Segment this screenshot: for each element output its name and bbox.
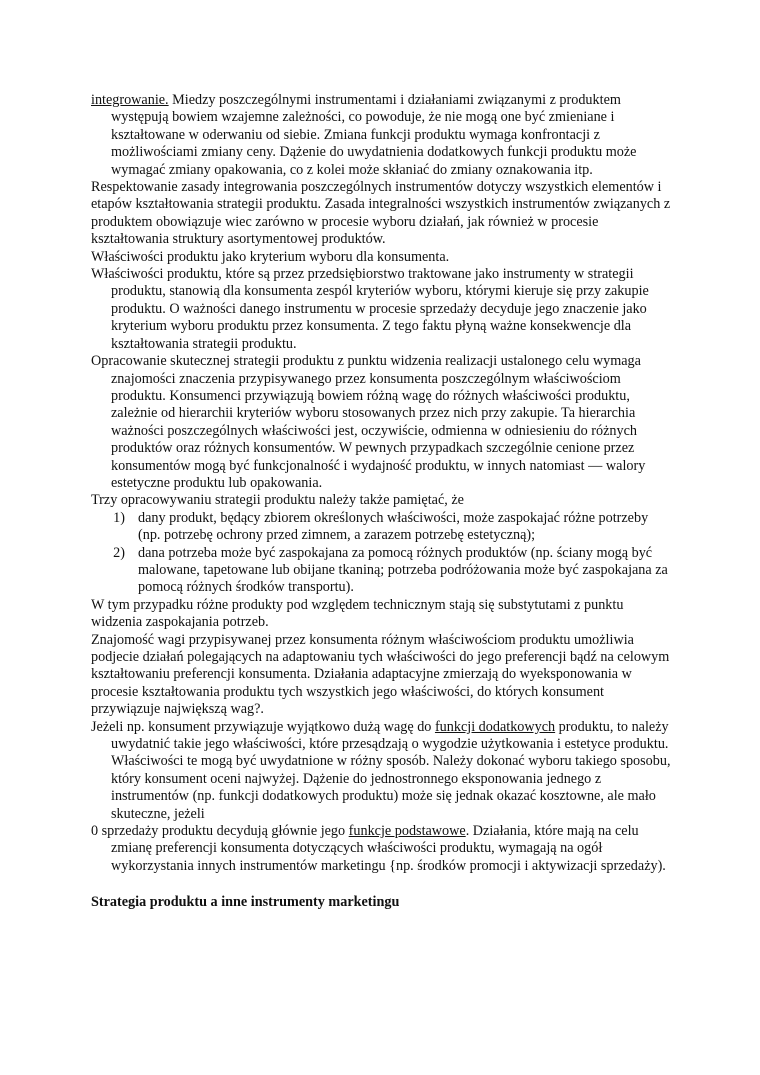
paragraph-adaptation: Znajomość wagi przypisywanej przez konsumenta różnym właściwościom produktu umożliwia podjecie działań polegających na adaptowaniu tych właściwości do jego preferencji bądź na celowym kształtowaniu preferencji konsumenta. Działania adaptacyjne zmierzają do wyeksponowania w procesie kształtowania produktu tych wszystkich jego właściwości, do których konsument przywiązuje największą wag?. (91, 631, 670, 718)
section-subtitle: Właściwości produktu jako kryterium wyboru dla konsumenta. (91, 248, 450, 265)
underlined-term: integrowanie. (91, 92, 169, 108)
list-number: 2) (113, 544, 125, 561)
paragraph-integration (91, 92, 671, 179)
numbered-list (91, 510, 671, 597)
list-item (91, 545, 671, 597)
underlined-term: funkcji dodatkowych (434, 718, 556, 735)
underlined-term: funkcje podstawowe (348, 823, 466, 840)
paragraph-strategy: Opracowanie skutecznej strategii produktu z punktu widzenia realizacji ustalonego celu wymaga znajomości znaczenia przypisywanego przez konsumenta poszczególnym właściwościom produktu. Konsumenci przywiązują bowiem różną wagę do różnych właściwości produktu, zależnie od hierarchii kryteriów wyboru stosowanych przez nich przy zakupie. Ta hierarchia ważności poszczególnych właściwości jest, oczywiście, odmienna w odniesieniu do różnych produktów oraz różnych konsumentów. W pewnych przypadkach szczególnie cenione przez konsumentów mogą być funkcjonalność i wydajność produktu, w innych natomiast — walory estetyczne produktu lub opakowania. (91, 353, 646, 491)
paragraph-text: Miedzy poszczególnymi instrumentami i działaniami związanymi z produktem występują bowiem wzajemne zależności, co powoduje, że nie mogą one być zmieniane i kształtowane w oderwaniu od siebie. Zmiana funkcji produktu wymaga konfrontacji z możliwościami zmiany ceny. Dążenie do uwydatnienia dodatkowych funkcji produktu może wymagać zmiany opakowania, co z kolei może skłaniać do zmiany oznakowania itp. (111, 92, 637, 178)
section-heading: Strategia produktu a inne instrumenty marketingu (91, 894, 400, 911)
paragraph-text: produktu, to należy uwydatnić takie jego właściwości, które przesądzają o wygodzie użytkowania i estetyce produktu. Właściwości te mogą być uwydatnione w różny sposób. Należy dokonać wyboru takiego sposobu, który konsument oceni najwyżej. Dążenie do jednostronnego eksponowania jednego z instrumentów (np. funkcji dodatkowych produktu) może się jednak okazać kosztowne, ale mało skuteczne, jeżeli (111, 718, 671, 822)
paragraph-integration-principle: Respektowanie zasady integrowania poszczególnych instrumentów dotyczy wszystkich elementów i etapów kształtowania strategii produktu. Zasada integralności wszystkich instrumentów związanych z produktem obowiązuje wiec zarówno w procesie wyboru działań, jak również w procesie kształtowania struktury asortymentowej produktów. (91, 179, 671, 248)
paragraph-text: 0 sprzedaży produktu decydują głównie jego (91, 823, 349, 840)
paragraph-remember: Trzy opracowywaniu strategii produktu należy także pamiętać, że (91, 492, 464, 509)
list-number: 1) (113, 509, 125, 526)
paragraph-text: . Działania, które mają na celu zmianę preferencji konsumenta dotyczących właściwości produktu, wymagają na ogół wykorzystania innych instrumentów marketingu {np. środków promocji i aktywizacji sprzedaży). (111, 823, 666, 874)
list-text: dany produkt, będący zbiorem określonych właściwości, może zaspokajać różne potrzeby (np. potrzebę ochrony przed zimnem, a zarazem potrzebę estetyczną); (138, 509, 649, 544)
paragraph-text: Jeżeli np. konsument przywiązuje wyjątkowo dużą wagę do (91, 718, 435, 735)
document-body (91, 92, 671, 912)
paragraph-properties: Właściwości produktu, które są przez przedsiębiorstwo traktowane jako instrumenty w strategii produktu, stanowią dla konsumenta zespól kryteriów wyboru, którymi kieruje się przy zakupie produktu. O ważności danego instrumentu w procesie sprzedaży decyduje jego znaczenie jako kryterium wyboru produktu przez konsumenta. Z tego faktu płyną ważne konsekwencje dla kształtowania strategii produktu. (91, 266, 649, 352)
paragraph-substitutes: W tym przypadku różne produkty pod względem technicznym stają się substytutami z punktu widzenia zaspokajania potrzeb. (91, 596, 624, 631)
list-item (91, 510, 671, 545)
paragraph-additional-functions (91, 719, 671, 823)
list-text: dana potrzeba może być zaspokajana za pomocą różnych produktów (np. ściany mogą być malowane, tapetowane lub obijane tkaniną; potrzeba podróżowania może być zaspokajana za pomocą różnych środków transportu). (138, 544, 668, 596)
paragraph-basic-functions (91, 823, 671, 875)
